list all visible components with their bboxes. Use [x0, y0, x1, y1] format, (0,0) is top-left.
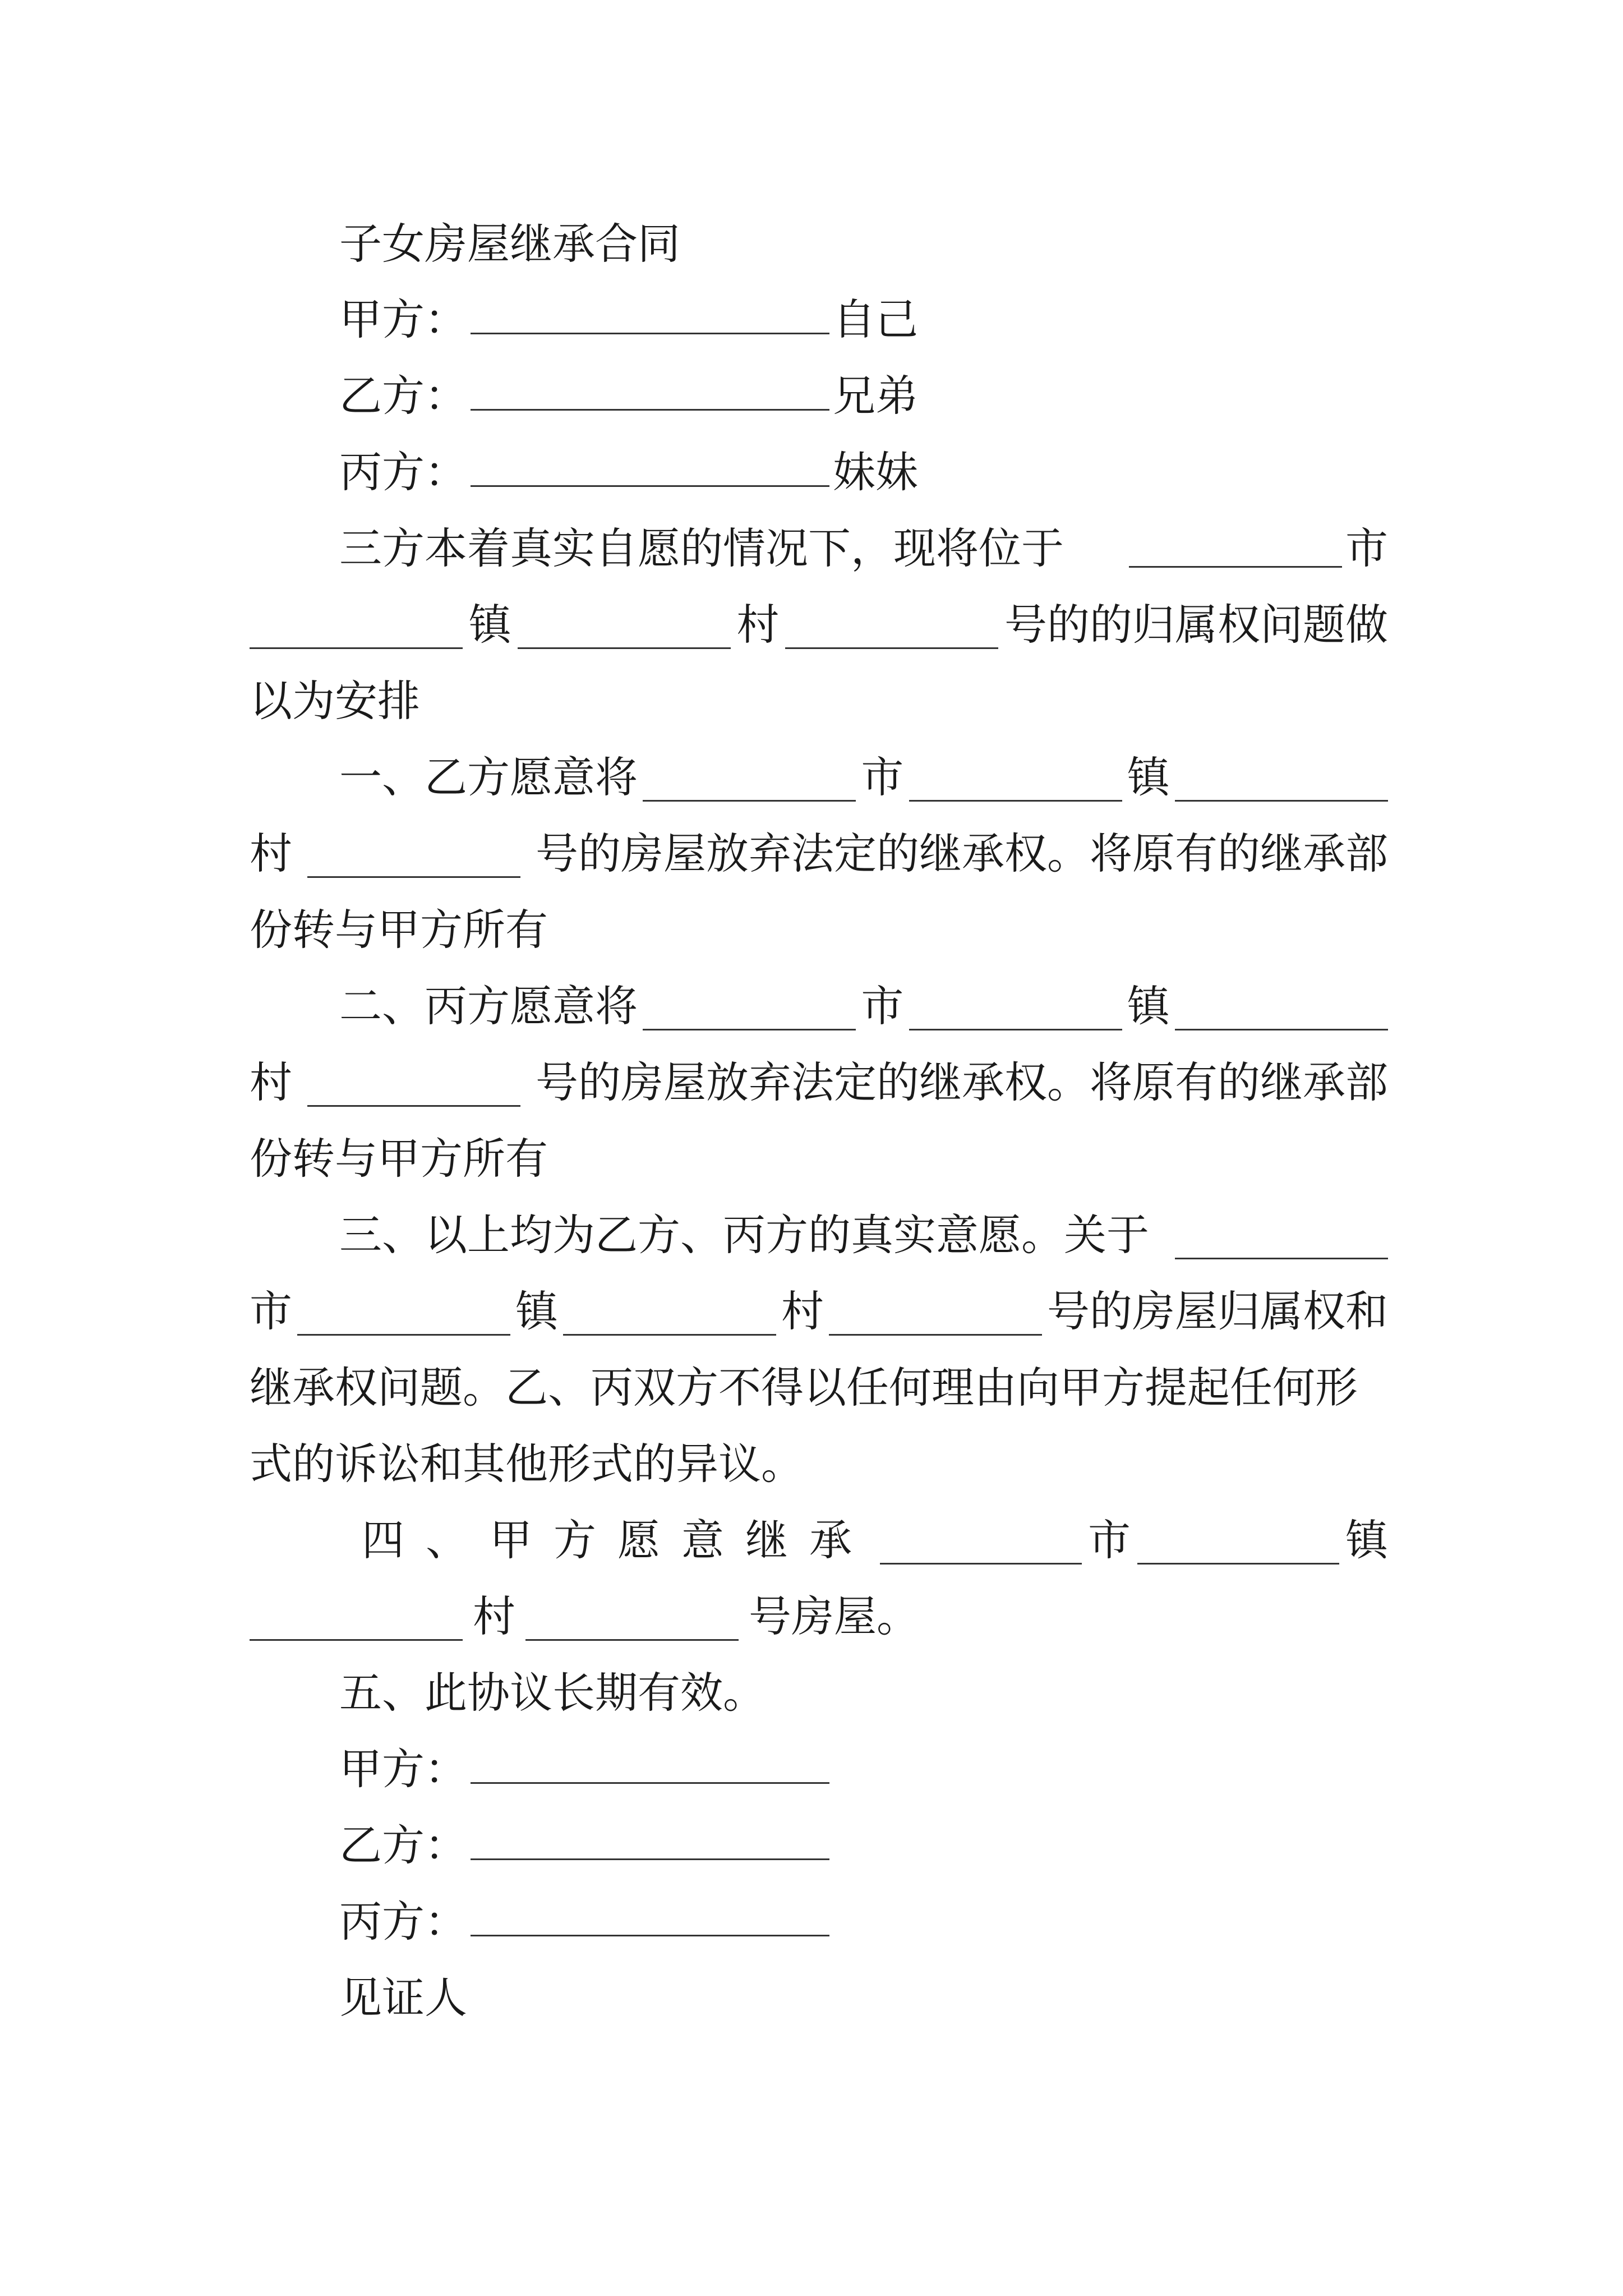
signature-blank[interactable]: [471, 1823, 829, 1860]
blank-field[interactable]: [250, 611, 463, 649]
paragraph-text: 市: [1088, 1515, 1131, 1565]
blank-field[interactable]: [1137, 1527, 1339, 1565]
paragraph-text: 镇: [515, 1286, 558, 1336]
blank-field[interactable]: [525, 1603, 739, 1641]
paragraph-text: 份转与甲方所有: [250, 905, 548, 955]
blank-field[interactable]: [1175, 993, 1388, 1030]
paragraph-text: 号的房屋放弃法定的继承权。将原有的继承部: [536, 829, 1388, 878]
intro-line-2: [250, 586, 1388, 664]
blank-field[interactable]: [643, 993, 856, 1030]
paragraph-text: 三、以上均为乙方、丙方的真实意愿。关于: [339, 1210, 1149, 1260]
intro-line-3: [250, 662, 1388, 740]
blank-field[interactable]: [880, 1527, 1082, 1565]
party-value: 妹妹: [833, 447, 918, 497]
paragraph-text: 四、甲方愿意继承: [362, 1515, 873, 1565]
paragraph-text: 市: [861, 981, 904, 1031]
party-jia-row: [250, 280, 1478, 359]
blank-field[interactable]: [909, 993, 1122, 1030]
blank-field[interactable]: [297, 1298, 510, 1336]
clause5-line: [250, 1654, 1388, 1732]
party-value: 自己: [833, 295, 918, 344]
clause2-line-2: [250, 1043, 1388, 1122]
signature-blank[interactable]: [471, 1899, 829, 1936]
blank-field[interactable]: [563, 1298, 776, 1336]
witness-row: [250, 1959, 1478, 2037]
clause1-line-1: [250, 738, 1388, 817]
clause4-line-2: [250, 1577, 1388, 1656]
document-title: [250, 205, 1478, 283]
blank-field[interactable]: [250, 1603, 463, 1641]
clause3-line-4: [250, 1425, 1388, 1503]
blank-field[interactable]: [471, 373, 829, 411]
signature-jia-row: [250, 1730, 1478, 1809]
signature-label: 丙方：: [339, 1897, 467, 1947]
clause3-line-1: [250, 1196, 1388, 1274]
paragraph-text: 以为安排: [250, 676, 420, 726]
paragraph-text: 市: [250, 1286, 292, 1336]
paragraph-text: 镇: [1127, 981, 1170, 1031]
intro-line-1: [250, 509, 1388, 588]
paragraph-text: 镇: [1127, 752, 1170, 802]
paragraph-text: 镇: [468, 600, 511, 650]
clause4-line-1: [250, 1501, 1388, 1580]
paragraph-text: 号的房屋放弃法定的继承权。将原有的继承部: [536, 1057, 1388, 1107]
blank-field[interactable]: [518, 611, 731, 649]
paragraph-text: 号房屋。: [749, 1591, 919, 1641]
party-value: 兄弟: [833, 371, 918, 421]
party-yi-row: [250, 357, 1478, 435]
blank-field[interactable]: [307, 840, 520, 878]
paragraph-text: 镇: [1345, 1515, 1388, 1565]
signature-bing-row: [250, 1883, 1478, 1961]
blank-field[interactable]: [471, 449, 829, 487]
clause3-line-3: [250, 1349, 1388, 1427]
paragraph-text: 继承权问题。乙、丙双方不得以任何理由向甲方提起任何形: [250, 1363, 1358, 1412]
blank-field[interactable]: [829, 1298, 1042, 1336]
paragraph-text: 村: [250, 829, 292, 878]
paragraph-text: 式的诉讼和其他形式的异议。: [250, 1439, 804, 1489]
party-label: 甲方：: [339, 295, 467, 344]
party-label: 丙方：: [339, 447, 467, 497]
clause1-line-2: [250, 815, 1388, 893]
signature-blank[interactable]: [471, 1746, 829, 1784]
paragraph-text: 市: [1345, 523, 1388, 573]
paragraph-text: 村: [473, 1591, 515, 1641]
party-label: 乙方：: [339, 371, 467, 421]
clause3-line-2: [250, 1272, 1388, 1351]
blank-field[interactable]: [1175, 764, 1388, 802]
paragraph-text: 五、此协议长期有效。: [339, 1668, 766, 1718]
signature-yi-row: [250, 1806, 1478, 1885]
title-text: 子女房屋继承合同: [339, 219, 680, 269]
blank-field[interactable]: [643, 764, 856, 802]
clause1-line-3: [250, 891, 1388, 969]
witness-label: 见证人: [339, 1973, 467, 2023]
blank-field[interactable]: [909, 764, 1122, 802]
paragraph-text: 三方本着真实自愿的情况下，现将位于: [339, 523, 1064, 573]
clause2-line-3: [250, 1120, 1388, 1198]
blank-field[interactable]: [471, 297, 829, 334]
paragraph-text: 村: [781, 1286, 824, 1336]
blank-field[interactable]: [307, 1069, 520, 1107]
paragraph-text: 一、乙方愿意将: [339, 752, 638, 802]
signature-label: 乙方：: [339, 1820, 467, 1870]
blank-field[interactable]: [785, 611, 998, 649]
party-bing-row: [250, 433, 1478, 512]
blank-field[interactable]: [1175, 1222, 1388, 1259]
paragraph-text: 号的房屋归属权和: [1047, 1286, 1388, 1336]
blank-field[interactable]: [1129, 530, 1342, 568]
paragraph-text: 市: [861, 752, 904, 802]
paragraph-text: 号的的归属权问题做: [1004, 600, 1388, 650]
paragraph-text: 村: [250, 1057, 292, 1107]
signature-label: 甲方：: [339, 1744, 467, 1794]
clause2-line-1: [250, 967, 1388, 1046]
paragraph-text: 份转与甲方所有: [250, 1134, 548, 1184]
paragraph-text: 二、丙方愿意将: [339, 981, 638, 1031]
paragraph-text: 村: [736, 600, 780, 650]
